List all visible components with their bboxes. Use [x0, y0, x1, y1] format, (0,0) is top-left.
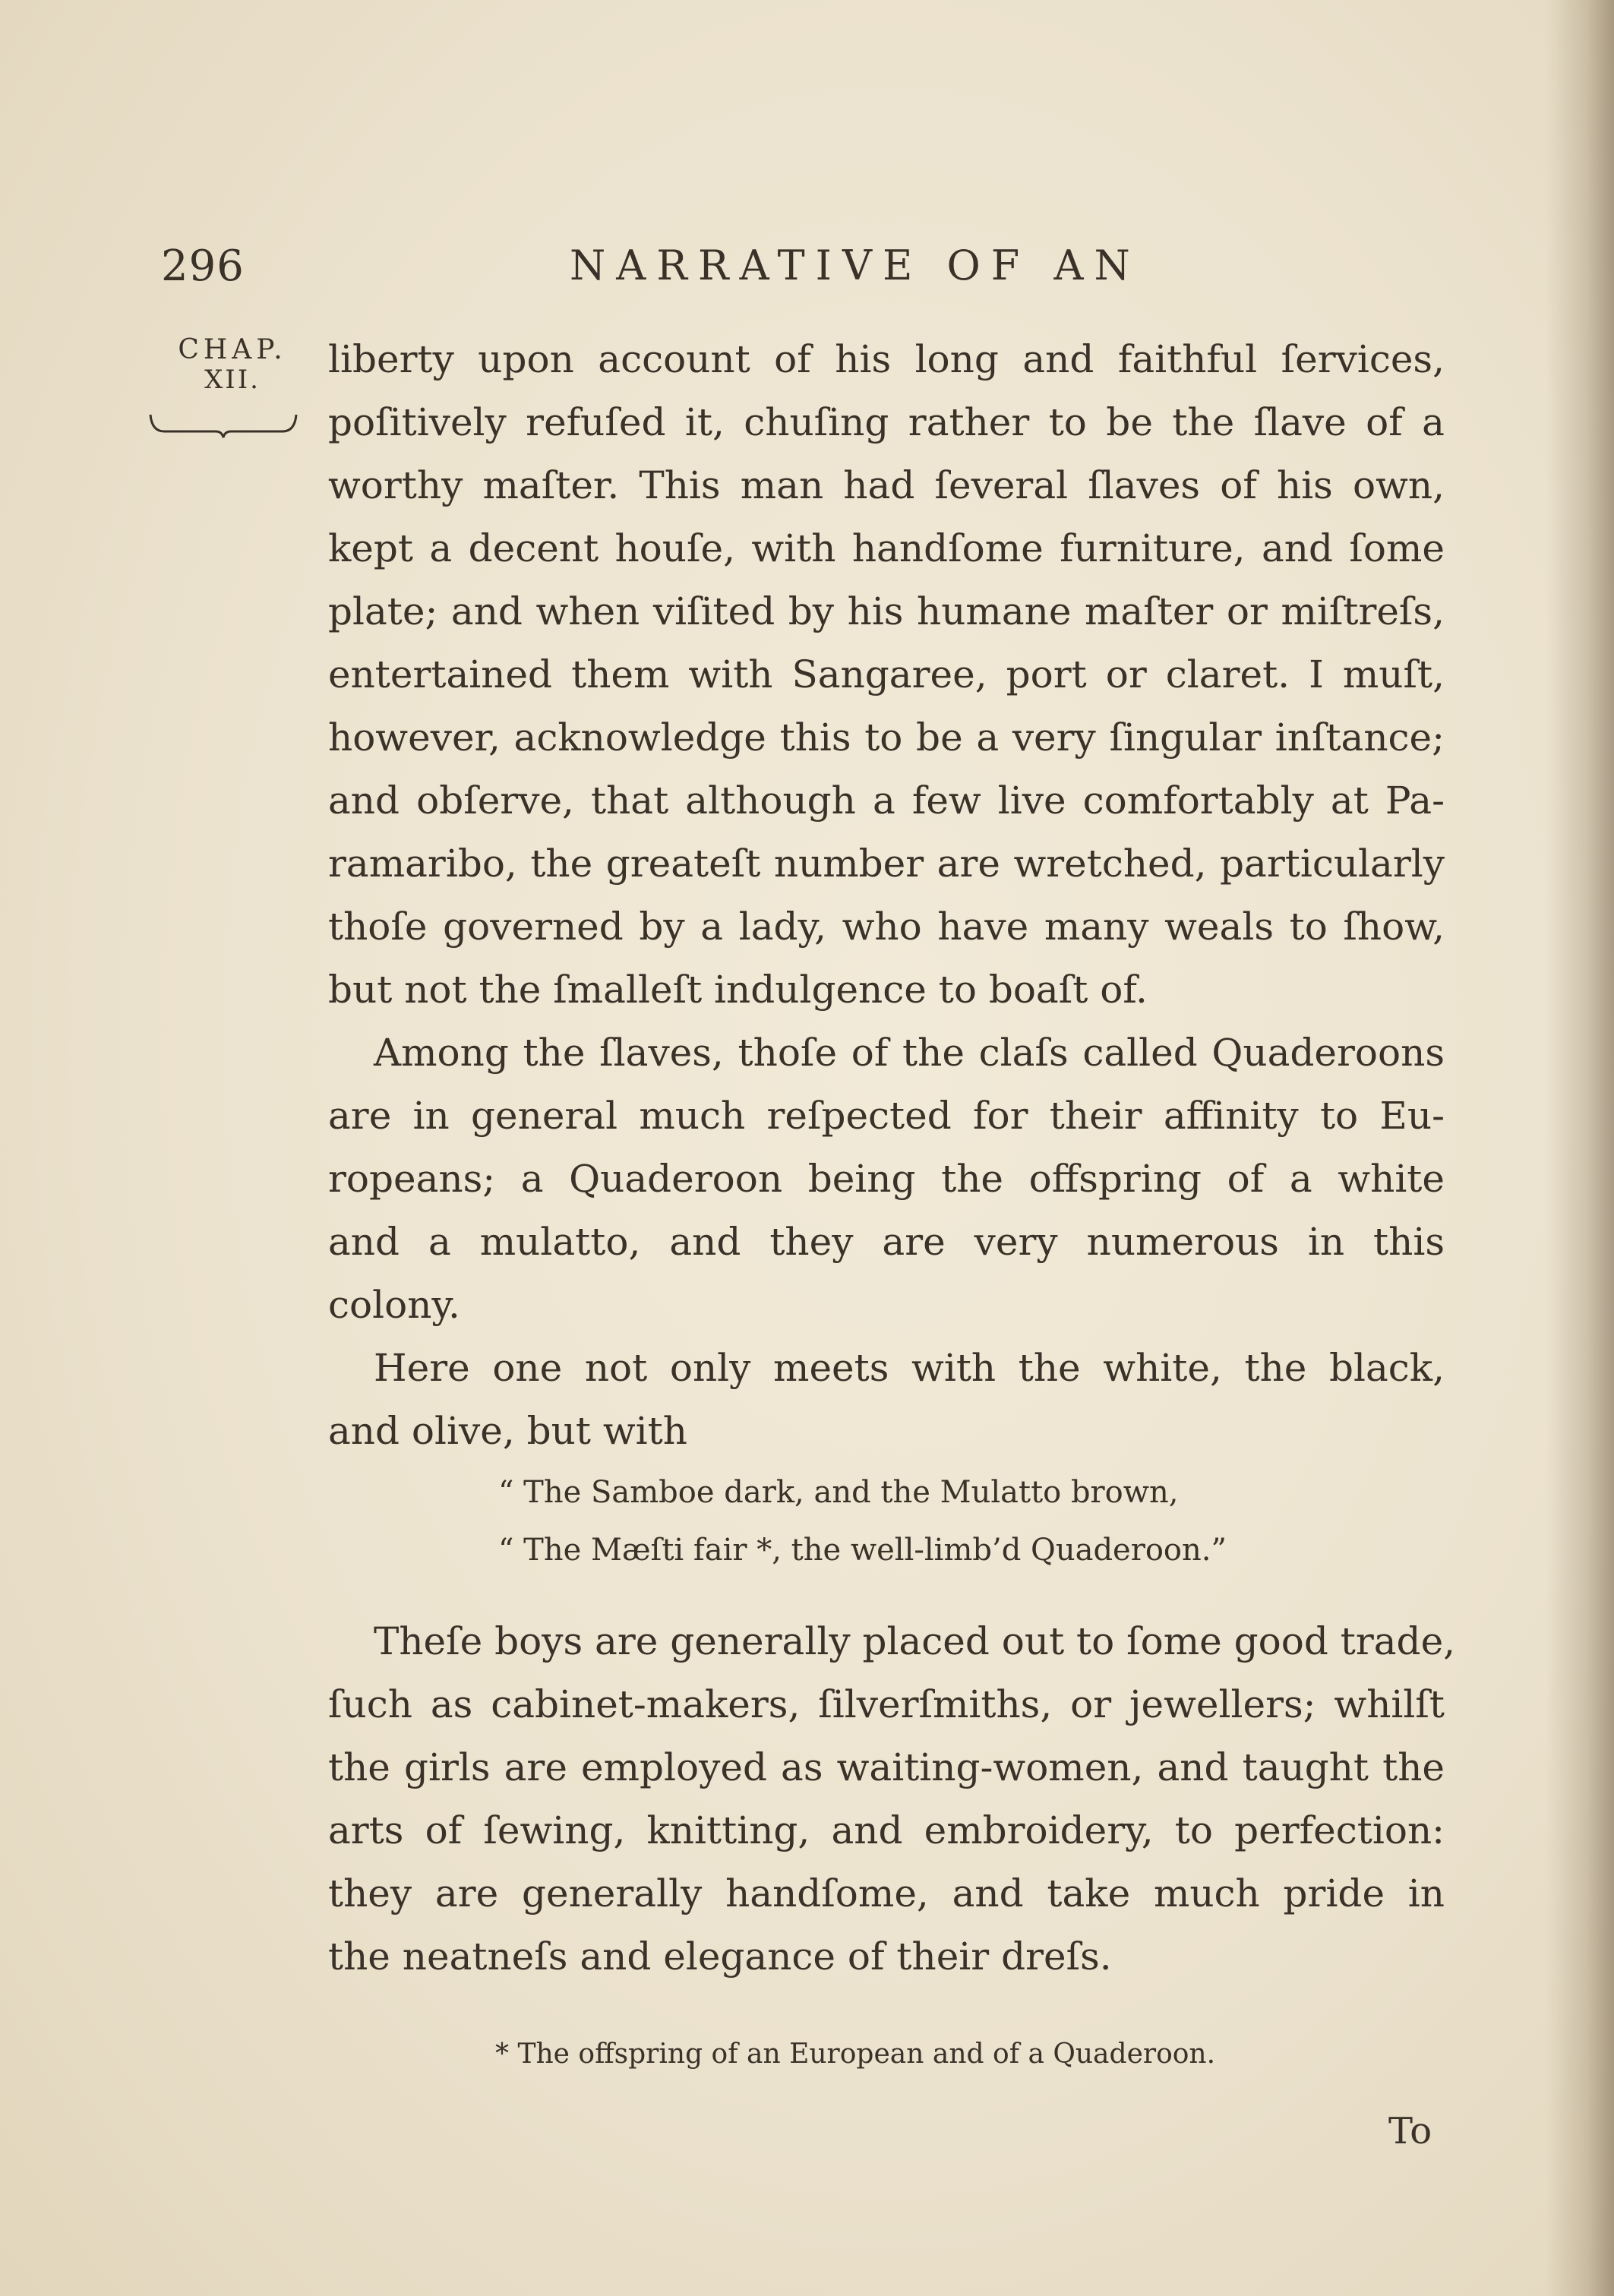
text-line: and a mulatto, and they are very numerous in this: [328, 1220, 1445, 1264]
text-line: poſitively refuſed it, chuſing rather to be the ſlave of a: [328, 400, 1445, 444]
text-line: Here one not only meets with the white, the black,: [374, 1346, 1445, 1390]
text-line: arts of ſewing, knitting, and embroidery, to perfection:: [328, 1808, 1445, 1852]
page-gutter-shadow: [1546, 0, 1614, 2296]
text-line: liberty upon account of his long and faithful ſervices,: [328, 337, 1445, 381]
text-line: colony.: [328, 1283, 460, 1327]
text-line: the neatneſs and elegance of their dreſs.: [328, 1934, 1112, 1979]
text-line: ramaribo, the greateſt number are wretched, particularly: [328, 842, 1445, 886]
page-number: 296: [161, 242, 245, 291]
text-line: are in general much reſpected for their affinity to Eu-: [328, 1094, 1445, 1138]
main-text: [328, 328, 1445, 1463]
verse-line: “ The Samboe dark, and the Mulatto brown,: [498, 1475, 1179, 1510]
text-line: plate; and when viſited by his humane maſter or miſtreſs,: [328, 589, 1445, 633]
text-line: and olive, but with: [328, 1409, 687, 1453]
chapter-label: CHAP.: [178, 334, 287, 365]
text-line: entertained them with Sangaree, port or claret. I muſt,: [328, 652, 1445, 696]
text-line: they are generally handſome, and take much pride in: [328, 1871, 1445, 1915]
main-text-continued: [328, 1610, 1456, 1988]
text-line: ropeans; a Quaderoon being the offspring of a white: [328, 1157, 1445, 1201]
text-line: Among the ſlaves, thoſe of the claſs called Quaderoons: [374, 1031, 1445, 1075]
text-line: but not the ſmalleſt indulgence to boaſt of.: [328, 968, 1148, 1012]
text-line: worthy maſter. This man had ſeveral ſlaves of his own,: [328, 463, 1445, 507]
verse-line: “ The Mæſti fair *, the well-limb’d Quaderoon.”: [498, 1533, 1227, 1568]
catchword: To: [1388, 2110, 1432, 2152]
text-line: however, acknowledge this to be a very ſingular inſtance;: [328, 715, 1445, 760]
chapter-number: XII.: [204, 365, 261, 396]
text-line: the girls are employed as waiting-women, and taught the: [328, 1745, 1445, 1789]
chapter-marker: [149, 334, 316, 395]
text-line: kept a decent houſe, with handſome furniture, and ſome: [328, 526, 1445, 570]
chapter-brace-ornament: [149, 409, 298, 439]
running-title: NARRATIVE OF AN: [570, 242, 1141, 289]
text-line: thoſe governed by a lady, who have many weals to ſhow,: [328, 905, 1445, 949]
text-line: Theſe boys are generally placed out to ſome good trade,: [374, 1619, 1456, 1663]
text-line: and obſerve, that although a few live comfortably at Pa-: [328, 778, 1445, 823]
footnote: * The offspring of an European and of a Quaderoon.: [495, 2039, 1216, 2070]
text-line: ſuch as cabinet-makers, ſilverſmiths, or jewellers; whilſt: [328, 1682, 1445, 1726]
